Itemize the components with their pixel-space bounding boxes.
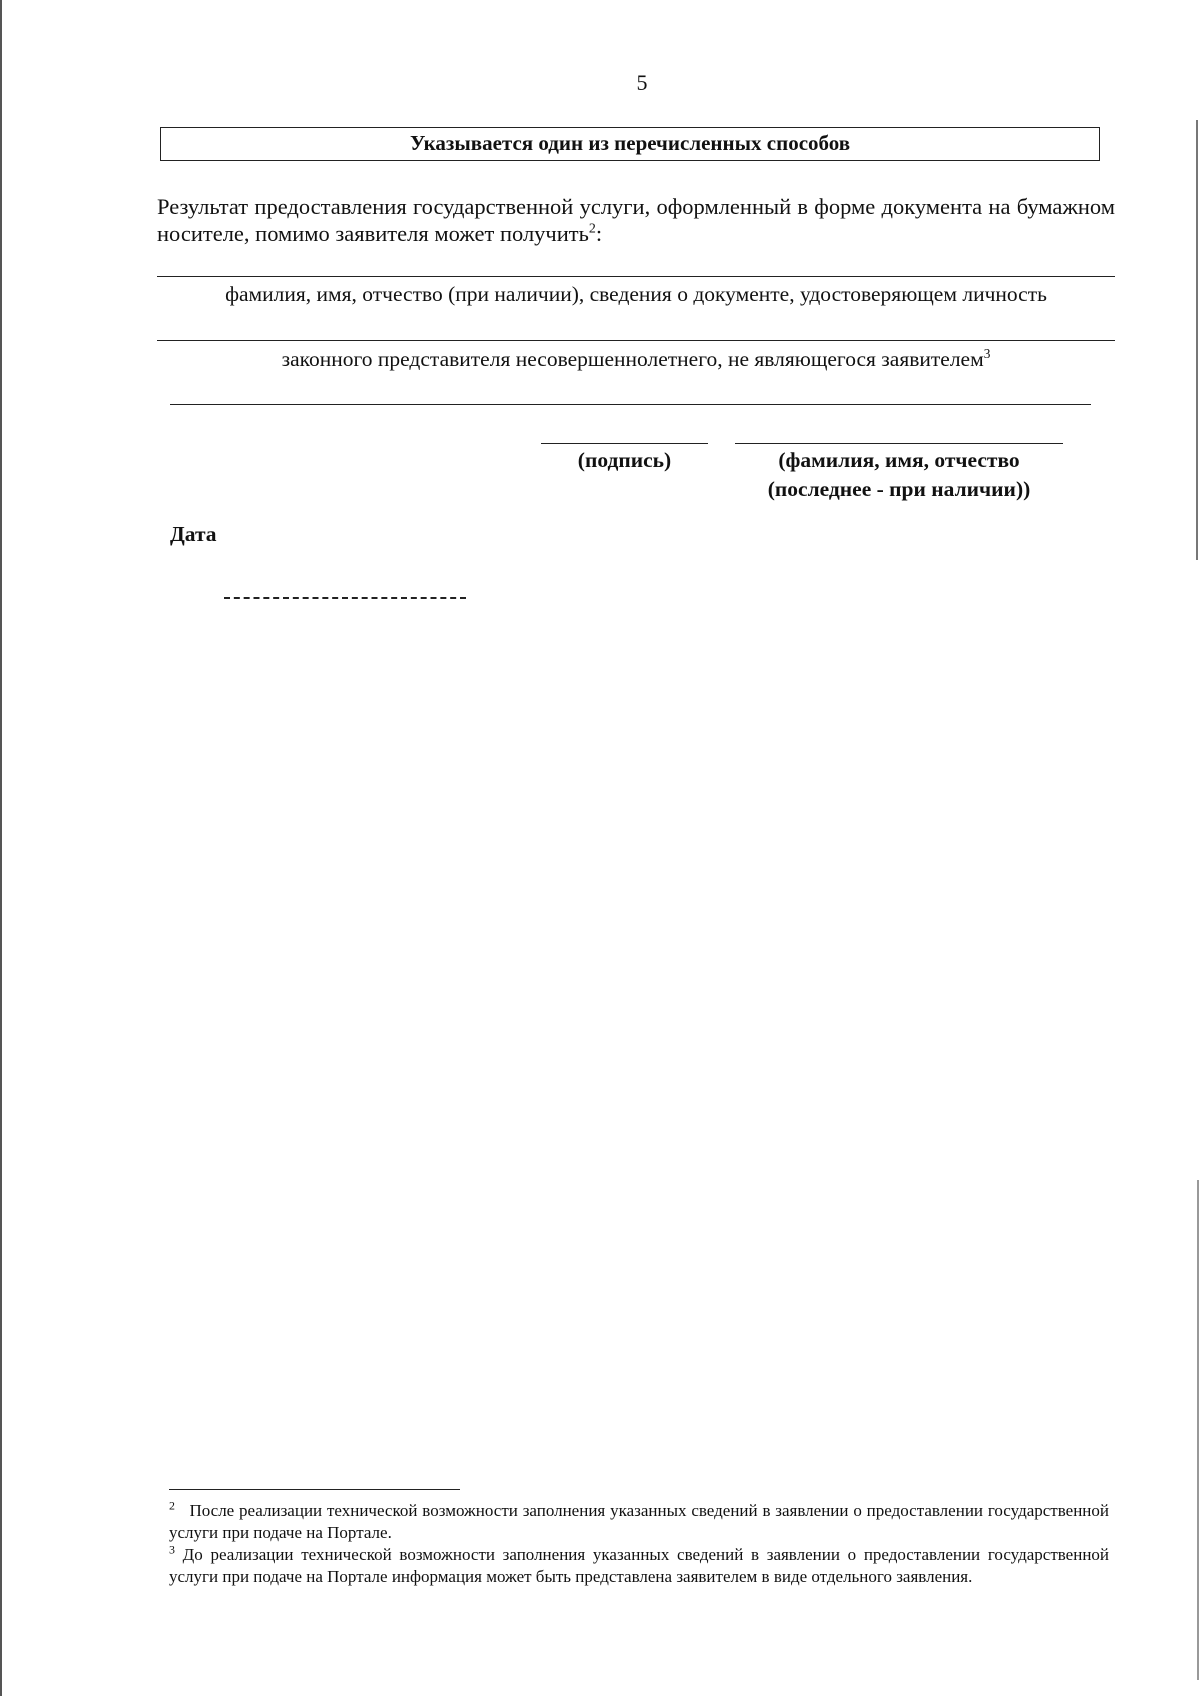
caption-line-1: фамилия, имя, отчество (при наличии), сведения о документе, удостоверяющем личность	[225, 282, 1047, 306]
footnote-2	[169, 1500, 1109, 1544]
footnote-3	[169, 1544, 1109, 1588]
fill-line-3[interactable]	[170, 404, 1091, 405]
footnote-ref-2: 2	[588, 221, 596, 237]
footnotes	[169, 1500, 1109, 1588]
scan-edge-right-bottom	[1197, 1180, 1199, 1680]
intro-text: Результат предоставления государственной услуги, оформленный в форме документа на бумажном носителе, помимо заявителя может получить	[157, 194, 1115, 246]
footnote-2-text: После реализации технической возможности заполнения указанных сведений в заявлении о предоставлении государственной услуги при подаче на Портале.	[169, 1501, 1109, 1542]
page-number: 5	[636, 70, 648, 95]
footnote-3-text: До реализации технической возможности заполнения указанных сведений в заявлении о предоставлении государственной услуги при подаче на Портале информация может быть представлена заявителем в виде отдельного заявления.	[169, 1545, 1110, 1586]
footnote-mark-3: 3	[169, 1542, 175, 1557]
name-line[interactable]	[735, 443, 1063, 444]
scan-edge-right-top	[1196, 120, 1198, 560]
caption-line-2	[157, 347, 1115, 372]
fill-line-2[interactable]	[157, 340, 1115, 341]
method-heading-box	[160, 127, 1100, 161]
date-fill-line[interactable]	[224, 597, 466, 599]
method-heading: Указывается один из перечисленных способов	[409, 131, 851, 155]
signature-label: (подпись)	[577, 448, 672, 472]
intro-paragraph	[157, 193, 1115, 247]
name-label	[735, 446, 1063, 504]
footnote-ref-3: 3	[983, 345, 991, 361]
name-label-line-1: (фамилия, имя, отчество	[778, 448, 1020, 472]
intro-suffix: :	[595, 221, 603, 246]
signature-line[interactable]	[541, 443, 708, 444]
fill-line-1[interactable]	[157, 276, 1115, 277]
footnote-separator	[169, 1489, 460, 1490]
name-label-line-2: (последнее - при наличии))	[767, 477, 1031, 501]
caption-line-2-text: законного представителя несовершеннолетнего, не являющегося заявителем	[281, 347, 984, 371]
scan-edge-left	[0, 0, 2, 1696]
footnote-mark-2: 2	[169, 1498, 175, 1513]
date-label: Дата	[170, 522, 217, 546]
